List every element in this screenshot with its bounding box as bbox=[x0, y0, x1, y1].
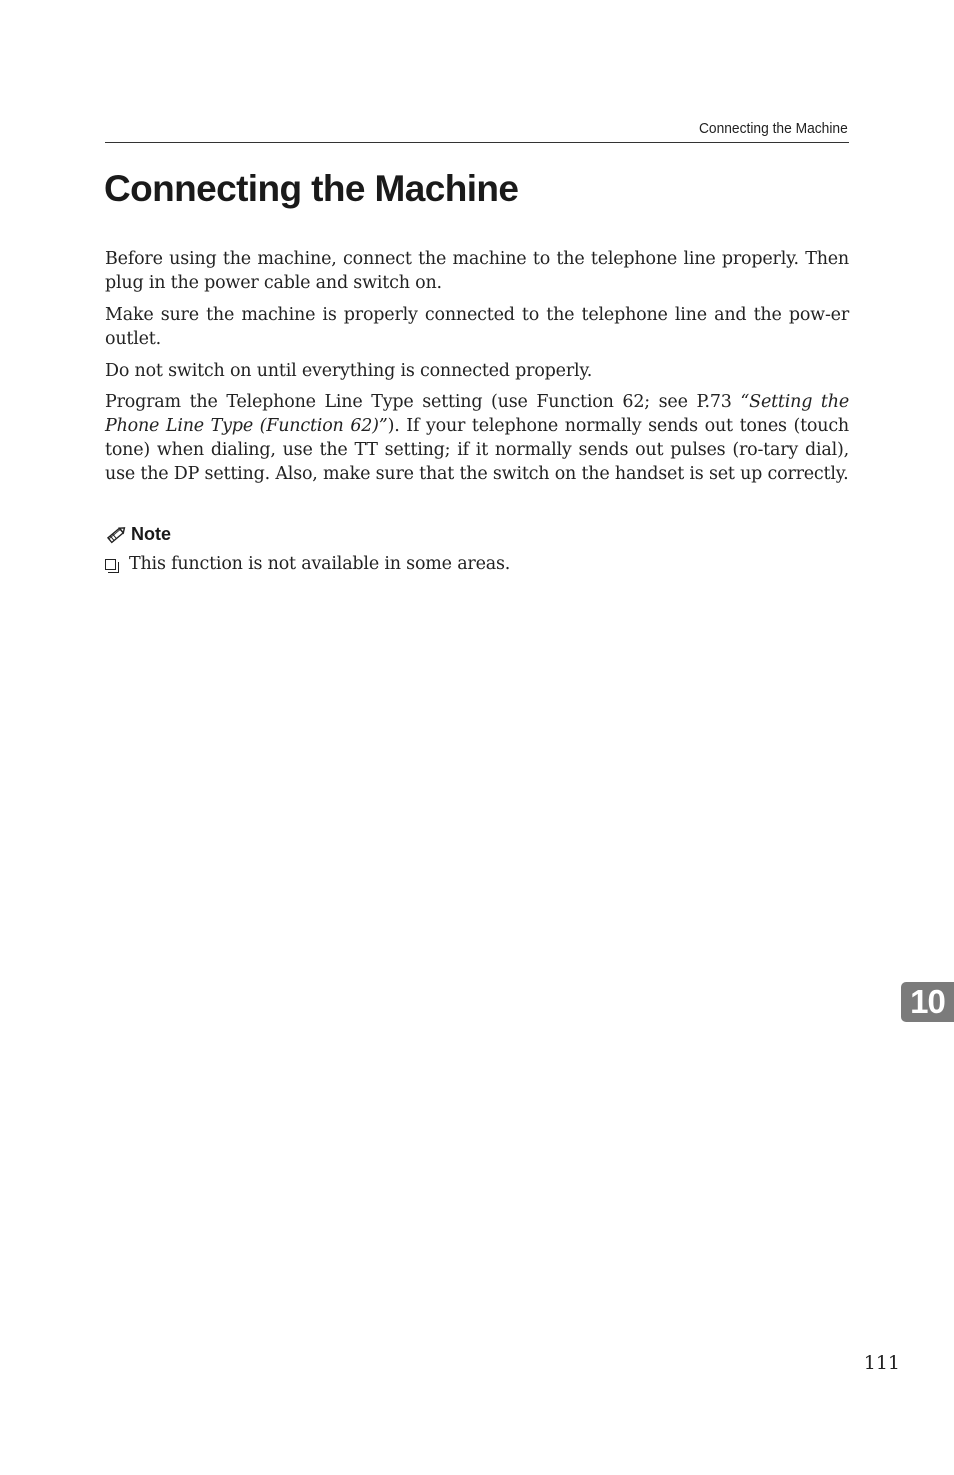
running-head: Connecting the Machine bbox=[699, 120, 848, 137]
cross-reference-link[interactable]: “Setting the Phone Line Type (Function 62)” bbox=[105, 392, 849, 436]
chapter-tab: 10 bbox=[901, 982, 954, 1022]
note-item-text: This function is not available in some areas. bbox=[129, 554, 511, 574]
page-number: 111 bbox=[863, 1352, 900, 1374]
pencil-icon bbox=[105, 525, 127, 545]
line-type-text-before: Program the Telephone Line Type setting (use Function 62; see P.73 bbox=[105, 392, 741, 412]
note-item bbox=[105, 554, 510, 574]
paragraph-intro: Before using the machine, connect the machine to the telephone line properly. Then plug in the power cable and switch on. bbox=[105, 249, 849, 293]
paragraph-switch-on: Do not switch on until everything is connected properly. bbox=[105, 361, 593, 381]
body-text bbox=[105, 247, 849, 494]
line-type-text-after: ). If your telephone normally sends out tones (touch tone) when dialing, use the TT setting; if it normally sends out pulses (ro-tary dial), use the DP setting. Also, make sure that the switch on the handset is set up correctly. bbox=[105, 416, 849, 484]
checkbox-icon bbox=[105, 559, 116, 570]
page-title: Connecting the Machine bbox=[104, 168, 519, 209]
note-label: Note bbox=[131, 524, 171, 544]
note-heading bbox=[105, 524, 171, 545]
paragraph-connection: Make sure the machine is properly connected to the telephone line and the pow-er outlet. bbox=[105, 305, 849, 349]
header-rule bbox=[105, 142, 849, 143]
paragraph-line-type bbox=[105, 390, 849, 486]
